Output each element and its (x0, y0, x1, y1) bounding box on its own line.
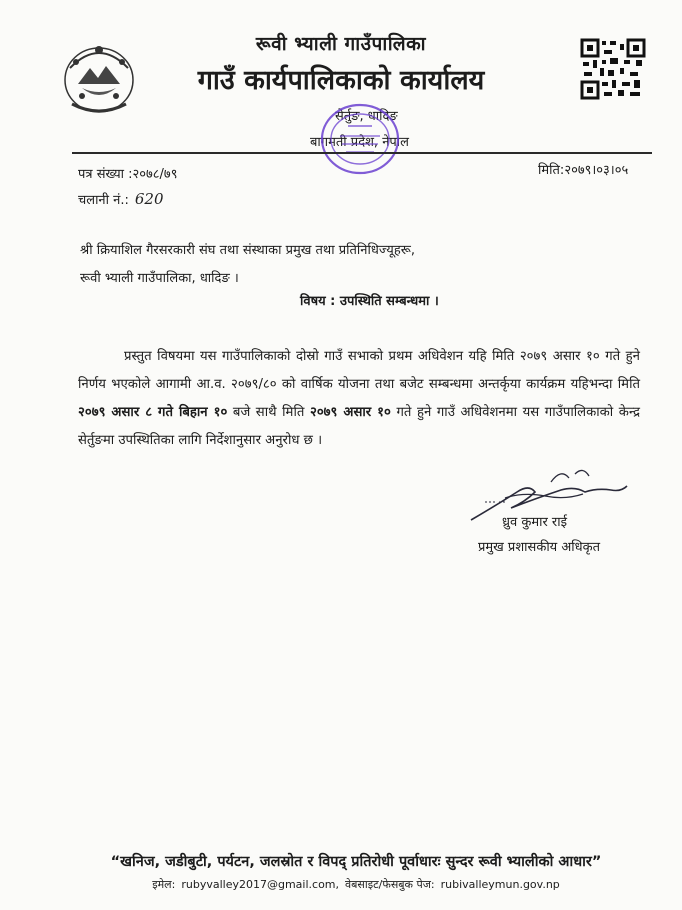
body-bold-2: २०७९ असार १० (309, 405, 391, 420)
body-text-1: प्रस्तुत विषयमा यस गाउँपालिकाको दोस्रो गाउँ सभाको प्रथम अधिवेशन यहि मिति २०७९ असार १० गते हुने निर्णय भएकोले आगामी आ.व. २०७९/८० को वार्षिक योजना तथा बजेट सम्बन्धमा अन्तर्कृया कार्यक्रम यहिभन्दा मिति (78, 349, 640, 392)
footer-contact (0, 877, 682, 892)
email-link[interactable]: rubyvalley2017@gmail.com, (181, 878, 340, 891)
body-text-2: बजे साथै मिति (227, 405, 310, 420)
municipality-name: रूवी भ्याली गाउँपालिका (255, 33, 427, 55)
body-bold-1: २०७९ असार ८ गते बिहान १० (78, 405, 228, 420)
dispatch-number (78, 190, 164, 208)
signatory-title: प्रमुख प्रशासकीय अधिकृत (478, 540, 601, 555)
website-label: वेबसाइट/फेसबुक पेज: (345, 878, 435, 891)
recipient-line-2: रूवी भ्याली गाउँपालिका, धादिङ । (80, 271, 239, 286)
date-label: मिति: (538, 163, 565, 178)
body-text-3: गते हुने गाउँ अधिवेशनमा यस गाउँपालिकाको केन्द्र सेर्तुङमा उपस्थितिका लागि निर्देशानुसार अनुरोध छ । (78, 405, 640, 448)
reference-label: पत्र संख्या : (78, 167, 133, 182)
office-location: सेर्तुङ, धादिङ (335, 109, 398, 124)
reference-number (78, 164, 177, 182)
website-link[interactable]: rubivalleymun.gov.np (440, 878, 560, 891)
office-province: बागमती प्रदेश, नेपाल (310, 135, 409, 150)
email-label: इमेल: (152, 878, 176, 891)
signatory-name: ध्रुव कुमार राई (502, 515, 567, 530)
office-title: गाउँ कार्यपालिकाको कार्यालय (197, 65, 485, 96)
letter-subject: विषय : उपस्थिति सम्बन्धमा । (300, 294, 439, 309)
dispatch-value: 620 (134, 190, 164, 208)
recipient-line-1: श्री क्रियाशिल गैरसरकारी संघ तथा संस्थाका प्रमुख तथा प्रतिनिधिज्यूहरू, (80, 243, 415, 258)
date-value: २०७९।०३।०५ (564, 163, 629, 178)
dispatch-label: चलानी नं.: (78, 193, 129, 208)
letter-body (78, 343, 640, 455)
office-stamp-icon (318, 100, 402, 178)
header-divider (72, 152, 652, 154)
qr-code-icon (580, 38, 646, 100)
footer-slogan: “खनिज, जडीबुटी, पर्यटन, जलस्रोत र विपद् प्रतिरोधी पूर्वाधारः सुन्दर रूवी भ्यालीको आधार” (110, 854, 602, 870)
reference-value: २०७८/७९ (132, 167, 178, 182)
letter-date (538, 160, 628, 178)
